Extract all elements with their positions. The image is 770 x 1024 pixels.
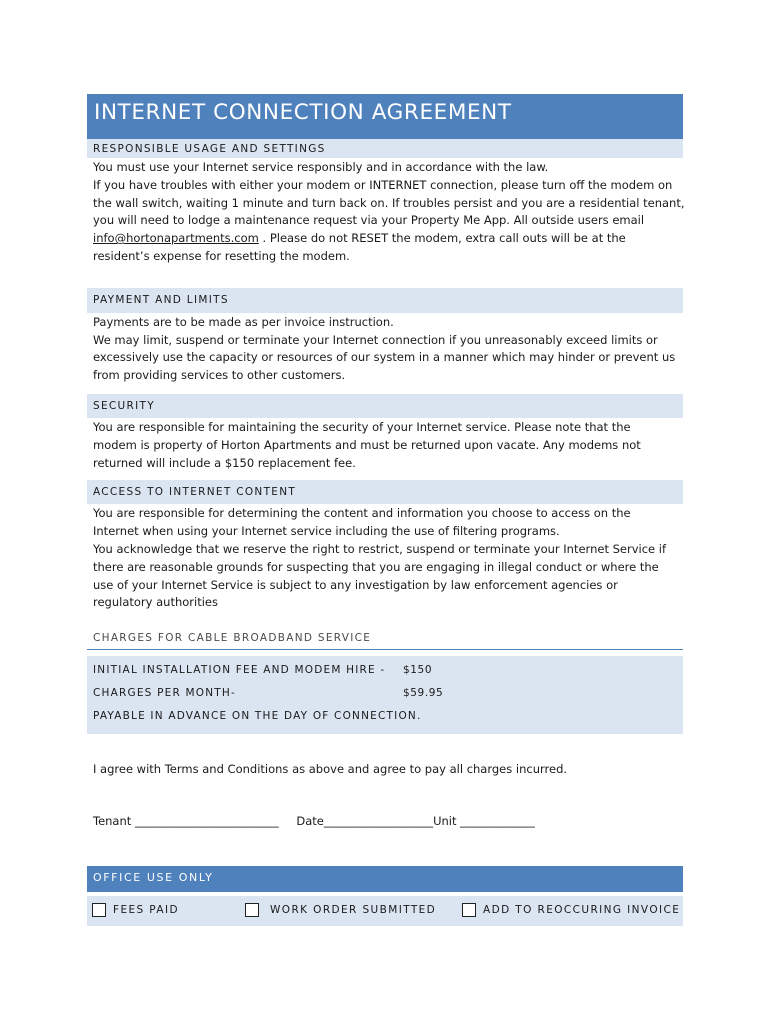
charge-row-monthly (93, 682, 677, 705)
body-line: use of your Internet Service is subject to any investigation by law enforcement agencies or (93, 577, 618, 592)
body-text: . Please do not RESET the modem, extra call outs will be at the (258, 231, 626, 246)
section-body-usage (87, 158, 683, 266)
body-line: modem is property of Horton Apartments and must be returned upon vacate. Any modems not (93, 437, 641, 452)
body-line: from providing services to other customers. (93, 368, 346, 383)
checkbox-label: FEES PAID (113, 904, 179, 917)
section-heading-payment: PAYMENT AND LIMITS (87, 288, 683, 313)
body-line: You are responsible for determining the content and information you choose to access on the (93, 506, 631, 521)
charge-label: INITIAL INSTALLATION FEE AND MODEM HIRE - (93, 664, 386, 677)
section-body-content (87, 504, 683, 612)
payable-note: PAYABLE IN ADVANCE ON THE DAY OF CONNECTION. (93, 710, 422, 723)
work-order-checkbox[interactable] (245, 903, 259, 917)
tenant-signature-field[interactable]: Tenant _________________________ (93, 814, 279, 829)
section-heading-security: SECURITY (87, 394, 683, 418)
body-line: Payments are to be made as per invoice instruction. (93, 314, 394, 329)
reoccuring-invoice-checkbox[interactable] (462, 903, 476, 917)
charge-label: CHARGES PER MONTH- (93, 687, 236, 700)
body-line: You are responsible for maintaining the security of your Internet service. Please note that the (93, 419, 631, 434)
body-line: regulatory authorities (93, 595, 218, 610)
body-line: Internet when using your Internet service including the use of filtering programs. (93, 524, 560, 539)
section-heading-content: ACCESS TO INTERNET CONTENT (87, 480, 683, 504)
body-line: excessively use the capacity or resources of our system in a manner which may hinder or prevent us (93, 350, 676, 365)
section-body-payment (87, 313, 683, 385)
body-line: If you have troubles with either your modem or INTERNET connection, please turn off the modem on (93, 177, 673, 192)
agreement-statement: I agree with Terms and Conditions as above and agree to pay all charges incurred. (93, 762, 568, 777)
agreement-form (87, 94, 683, 926)
office-use-heading: OFFICE USE ONLY (87, 866, 683, 892)
unit-field[interactable]: Unit _____________ (433, 814, 535, 829)
body-line: there are reasonable grounds for suspecting that you are engaging in illegal conduct or where the (93, 559, 659, 574)
fees-paid-option[interactable] (92, 901, 179, 919)
body-line: We may limit, suspend or terminate your Internet connection if you unreasonably exceed limits or (93, 332, 658, 347)
charges-title: CHARGES FOR CABLE BROADBAND SERVICE (87, 628, 683, 650)
document-title: INTERNET CONNECTION AGREEMENT (87, 94, 683, 139)
body-line: returned will include a $150 replacement fee. (93, 455, 356, 470)
body-line: the wall switch, waiting 1 minute and turn back on. If troubles persist and you are a residential tenant, (93, 195, 685, 210)
charge-amount: $150 (403, 664, 433, 677)
fees-paid-checkbox[interactable] (92, 903, 106, 917)
charge-row-payable (93, 705, 677, 728)
charge-amount: $59.95 (403, 687, 444, 700)
section-body-security (87, 418, 683, 472)
charges-table (87, 656, 683, 734)
office-use-checkboxes (87, 896, 683, 926)
work-order-option[interactable] (245, 901, 436, 919)
reoccuring-invoice-option[interactable] (462, 901, 680, 919)
email-link[interactable]: info@hortonapartments.com (93, 231, 259, 246)
body-line: You must use your Internet service responsibly and in accordance with the law. (93, 160, 549, 174)
body-line: You acknowledge that we reserve the right to restrict, suspend or terminate your Internet Service if (93, 541, 667, 556)
body-line (93, 230, 683, 248)
body-line: you will need to lodge a maintenance request via your Property Me App. All outside users email (93, 213, 645, 228)
date-field[interactable]: Date___________________ (296, 814, 434, 829)
checkbox-label: WORK ORDER SUBMITTED (270, 904, 437, 917)
charge-row-installation (93, 659, 677, 682)
checkbox-label: ADD TO REOCCURING INVOICE (483, 904, 681, 917)
section-heading-usage: RESPONSIBLE USAGE AND SETTINGS (87, 139, 683, 158)
signature-row (87, 814, 683, 828)
body-line: resident’s expense for resetting the modem. (93, 248, 350, 263)
